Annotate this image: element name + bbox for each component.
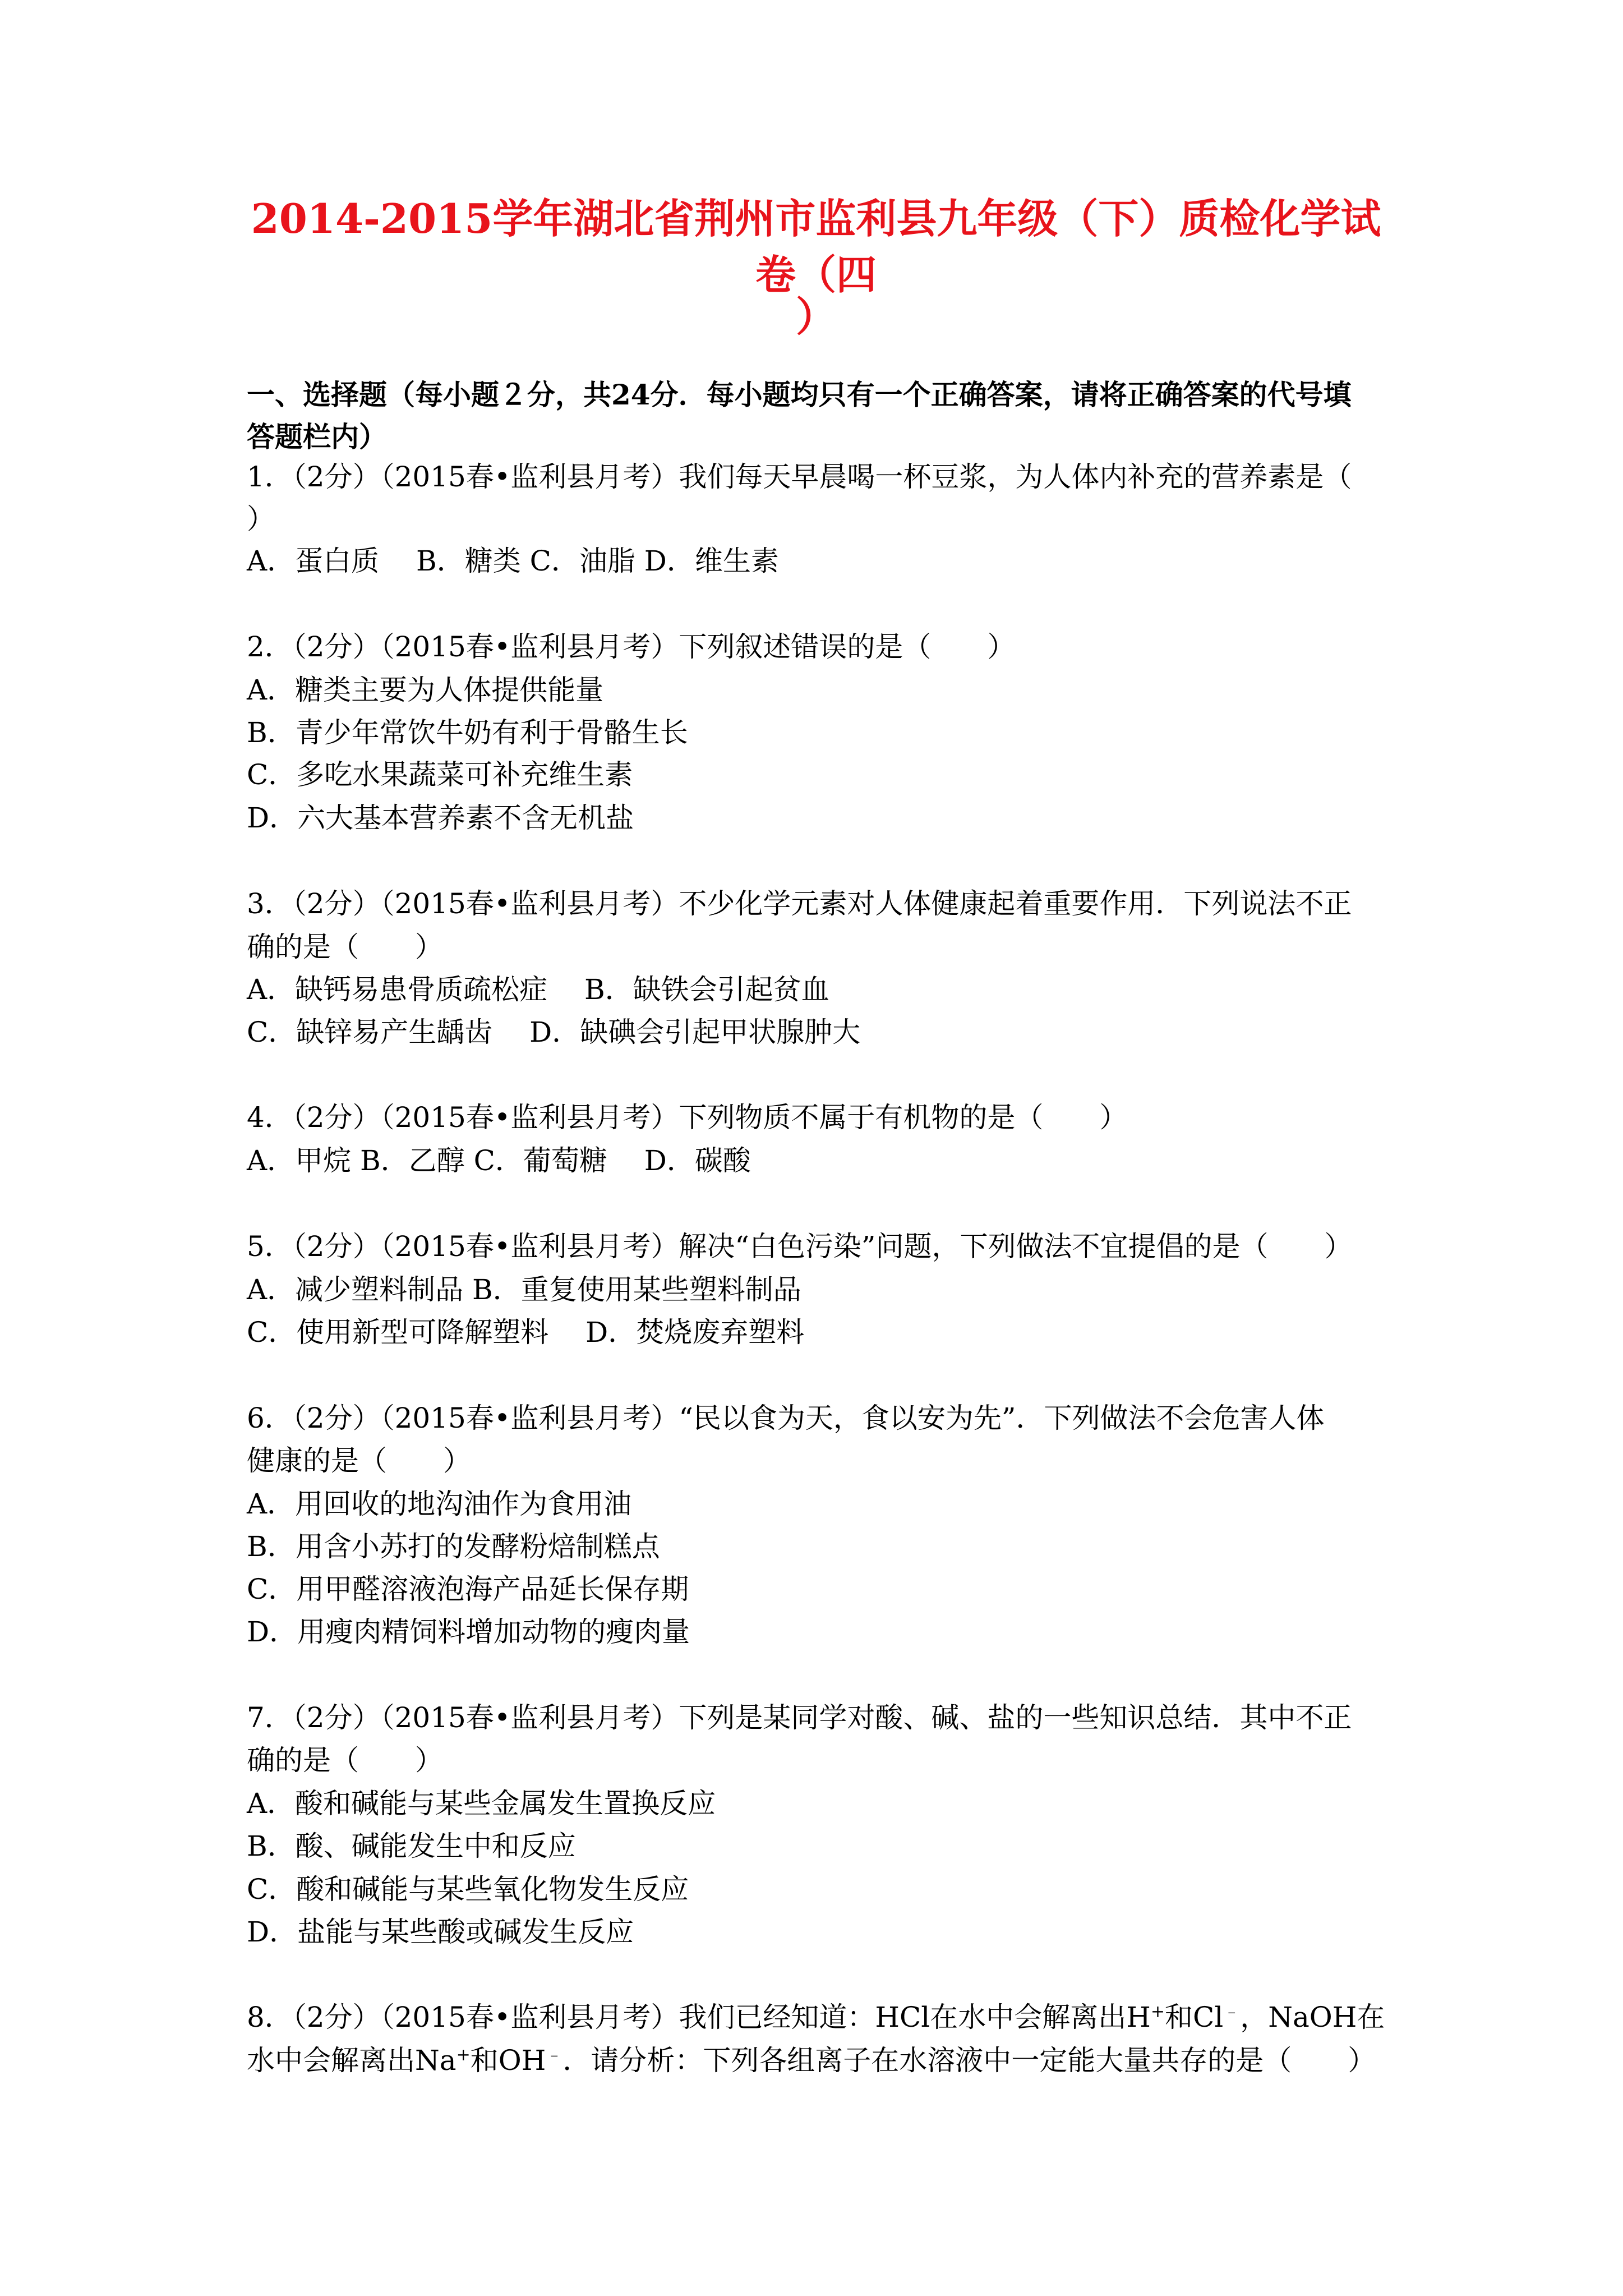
question-7-option-b: B．酸、碱能发生中和反应 [247, 1830, 576, 1862]
question-6-option-a: A．用回收的地沟油作为食用油 [247, 1488, 632, 1520]
question-3-options-cd: C．缺锌易产生龋齿 D．缺碘会引起甲状腺肿大 [247, 1016, 861, 1048]
question-5-options-cd: C．使用新型可降解塑料 D．焚烧废弃塑料 [247, 1316, 805, 1349]
question-5-options-ab: A．减少塑料制品 B．重复使用某些塑料制品 [247, 1273, 801, 1306]
question-6-option-d: D．用瘦肉精饲料增加动物的瘦肉量 [247, 1616, 690, 1648]
question-8-stem-part: ．请分析：下列各组离子在水溶液中一定能大量共存的是（ ） [562, 2044, 1376, 2077]
ion-charge-superscript: ﹣ [1223, 2001, 1241, 2022]
question-8-stem-part: 和OH [470, 2044, 546, 2077]
question-2-stem: 2．（2分）（2015春•监利县月考）下列叙述错误的是（ ） [247, 631, 1016, 663]
question-8-stem-part: 8．（2分）（2015春•监利县月考）我们已经知道：HCl在水中会解离出H [247, 2001, 1151, 2033]
ion-charge-superscript: + [1150, 2001, 1165, 2022]
question-6-option-c: C．用甲醛溶液泡海产品延长保存期 [247, 1573, 689, 1605]
question-1-options: A．蛋白质 B．糖类 C．油脂 D．维生素 [247, 545, 779, 577]
question-7-option-a: A．酸和碱能与某些金属发生置换反应 [247, 1787, 716, 1820]
question-7-option-c: C．酸和碱能与某些氧化物发生反应 [247, 1873, 689, 1906]
question-8-stem-part: 和Cl [1164, 2001, 1224, 2033]
question-4-options: A．甲烷 B．乙醇 C．葡萄糖 D．碳酸 [247, 1144, 751, 1177]
question-2-option-b: B．青少年常饮牛奶有利于骨骼生长 [247, 716, 688, 749]
question-7-stem-continuation: 确的是（ ） [247, 1744, 443, 1777]
question-8-stem-continuation [247, 2041, 1376, 2080]
question-8-stem-part: ，NaOH在 [1240, 2001, 1385, 2033]
question-2-option-a: A．糖类主要为人体提供能量 [247, 674, 604, 706]
question-3-stem: 3．（2分）（2015春•监利县月考）不少化学元素对人体健康起着重要作用．下列说法不正 [247, 887, 1352, 920]
section-heading: 一、选择题（每小题２分，共24分．每小题均只有一个正确答案，请将正确答案的代号填 [247, 378, 1352, 411]
question-1-stem-continuation: ） [247, 503, 275, 535]
question-2-option-d: D．六大基本营养素不含无机盐 [247, 802, 634, 834]
question-3-stem-continuation: 确的是（ ） [247, 931, 443, 963]
question-5-stem: 5．（2分）（2015春•监利县月考）解决“白色污染”问题，下列做法不宜提倡的是（ ） [247, 1230, 1353, 1263]
question-8-stem [247, 1998, 1385, 2037]
exam-title: 2014-2015学年湖北省荆州市监利县九年级（下）质检化学试卷（四 [251, 195, 1381, 298]
ion-charge-superscript: ﹣ [546, 2045, 563, 2065]
question-4-stem: 4．（2分）（2015春•监利县月考）下列物质不属于有机物的是（ ） [247, 1101, 1128, 1134]
question-6-stem: 6．（2分）（2015春•监利县月考）“民以食为天，食以安为先”．下列做法不会危害人体 [247, 1402, 1325, 1434]
question-6-option-b: B．用含小苏打的发酵粉焙制糕点 [247, 1530, 660, 1563]
question-8-stem-part: 水中会解离出Na [247, 2044, 457, 2077]
question-7-stem: 7．（2分）（2015春•监利县月考）下列是某同学对酸、碱、盐的一些知识总结．其中不正 [247, 1701, 1352, 1734]
question-7-option-d: D．盐能与某些酸或碱发生反应 [247, 1916, 634, 1948]
question-3-options-ab: A．缺钙易患骨质疏松症 B．缺铁会引起贫血 [247, 973, 829, 1006]
question-2-option-c: C．多吃水果蔬菜可补充维生素 [247, 758, 633, 791]
exam-title-continuation: ） [795, 293, 836, 341]
question-1-stem: 1．（2分）（2015春•监利县月考）我们每天早晨喝一杯豆浆，为人体内补充的营养素是（ [247, 461, 1352, 493]
ion-charge-superscript: + [456, 2045, 471, 2065]
section-heading-continuation: 答题栏内） [247, 420, 387, 453]
question-6-stem-continuation: 健康的是（ ） [247, 1444, 471, 1477]
